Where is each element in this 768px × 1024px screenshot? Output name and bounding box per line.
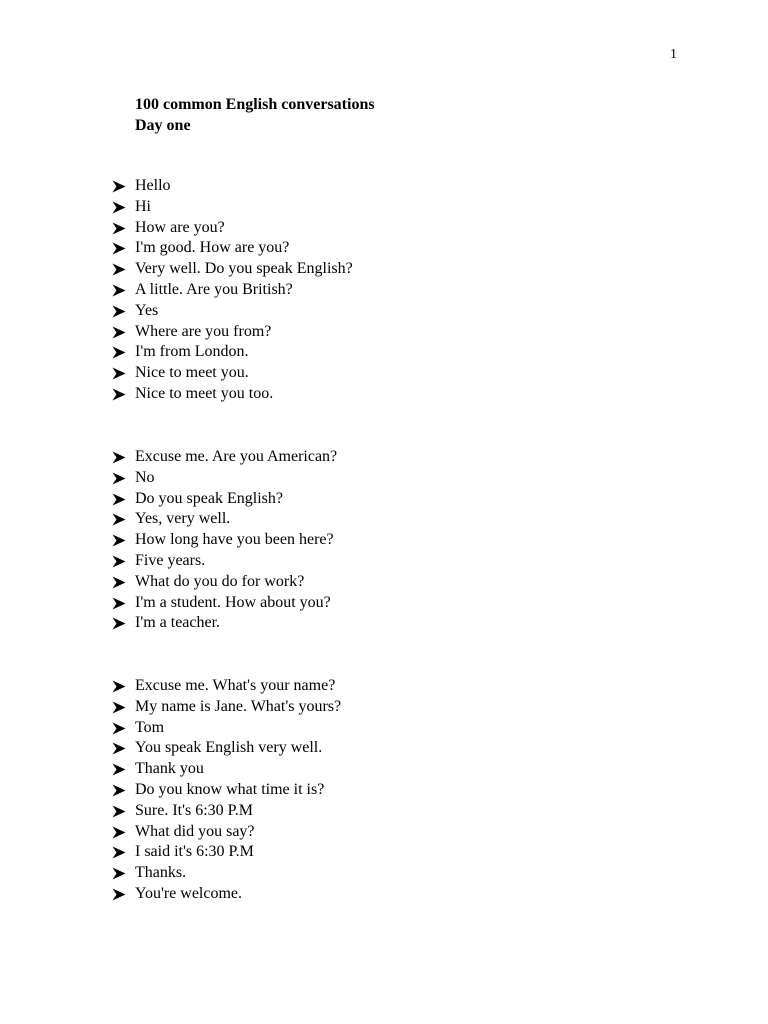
list-item-text: You're welcome. bbox=[135, 884, 243, 902]
list-item bbox=[111, 822, 341, 843]
list-item-text: I said it's 6:30 P.M bbox=[135, 843, 254, 861]
list-item-text: How are you? bbox=[135, 218, 225, 236]
list-item-text: Do you know what time it is? bbox=[135, 780, 325, 798]
list-item-text: Very well. Do you speak English? bbox=[135, 260, 353, 278]
arrowhead-bullet-icon bbox=[111, 884, 135, 905]
arrowhead-bullet-icon bbox=[111, 447, 135, 468]
arrowhead-bullet-icon bbox=[111, 530, 135, 551]
list-item-text: How long have you been here? bbox=[135, 531, 334, 549]
arrowhead-bullet-icon bbox=[111, 697, 135, 718]
list-item bbox=[111, 884, 341, 905]
list-item-text: Do you speak English? bbox=[135, 489, 283, 507]
arrowhead-bullet-icon bbox=[111, 780, 135, 801]
list-item-text: My name is Jane. What's yours? bbox=[135, 697, 342, 715]
conversation-list-2 bbox=[111, 447, 337, 634]
list-item bbox=[111, 613, 337, 634]
list-item bbox=[111, 384, 353, 405]
list-item-text: Yes, very well. bbox=[135, 510, 231, 528]
arrowhead-bullet-icon bbox=[111, 613, 135, 634]
arrowhead-bullet-icon bbox=[111, 863, 135, 884]
list-item bbox=[111, 197, 353, 218]
list-item bbox=[111, 468, 337, 489]
arrowhead-bullet-icon bbox=[111, 718, 135, 739]
list-item bbox=[111, 218, 353, 239]
list-item-text: Thanks. bbox=[135, 864, 187, 882]
list-item bbox=[111, 780, 341, 801]
arrowhead-bullet-icon bbox=[111, 197, 135, 218]
list-item-text: Tom bbox=[135, 718, 165, 736]
list-item bbox=[111, 718, 341, 739]
list-item bbox=[111, 863, 341, 884]
arrowhead-bullet-icon bbox=[111, 738, 135, 759]
arrowhead-bullet-icon bbox=[111, 259, 135, 280]
list-item-text: Five years. bbox=[135, 551, 206, 569]
title-line-2: Day one bbox=[135, 117, 191, 134]
list-item bbox=[111, 738, 341, 759]
document-title bbox=[135, 94, 375, 136]
list-item bbox=[111, 280, 353, 301]
list-item bbox=[111, 530, 337, 551]
list-item-text: Hello bbox=[135, 177, 171, 194]
arrowhead-bullet-icon bbox=[111, 822, 135, 843]
list-item-text: You speak English very well. bbox=[135, 739, 323, 757]
list-item bbox=[111, 676, 341, 697]
arrowhead-bullet-icon bbox=[111, 489, 135, 510]
list-item-text: What do you do for work? bbox=[135, 572, 305, 590]
list-item bbox=[111, 551, 337, 572]
arrowhead-bullet-icon bbox=[111, 759, 135, 780]
list-item-text: Excuse me. What's your name? bbox=[135, 677, 336, 694]
list-item bbox=[111, 363, 353, 384]
page-number: 1 bbox=[670, 47, 677, 62]
list-item bbox=[111, 593, 337, 614]
list-item-text: Nice to meet you. bbox=[135, 364, 249, 382]
list-item-text: Excuse me. Are you American? bbox=[135, 448, 338, 465]
list-item bbox=[111, 572, 337, 593]
list-item bbox=[111, 176, 353, 197]
arrowhead-bullet-icon bbox=[111, 322, 135, 343]
list-item-text: Where are you from? bbox=[135, 322, 272, 340]
list-item-text: What did you say? bbox=[135, 822, 255, 840]
title-line-1: 100 common English conversations bbox=[135, 96, 375, 113]
arrowhead-bullet-icon bbox=[111, 842, 135, 863]
arrowhead-bullet-icon bbox=[111, 509, 135, 530]
arrowhead-bullet-icon bbox=[111, 363, 135, 384]
list-item-text: Sure. It's 6:30 P.M bbox=[135, 801, 254, 819]
arrowhead-bullet-icon bbox=[111, 468, 135, 489]
list-item-text: I'm good. How are you? bbox=[135, 239, 290, 257]
arrowhead-bullet-icon bbox=[111, 801, 135, 822]
list-item bbox=[111, 447, 337, 468]
list-item bbox=[111, 342, 353, 363]
list-item bbox=[111, 489, 337, 510]
arrowhead-bullet-icon bbox=[111, 593, 135, 614]
arrowhead-bullet-icon bbox=[111, 301, 135, 322]
conversation-list-3 bbox=[111, 676, 341, 905]
list-item-text: No bbox=[135, 468, 155, 486]
arrowhead-bullet-icon bbox=[111, 218, 135, 239]
list-item-text: Yes bbox=[135, 301, 159, 319]
arrowhead-bullet-icon bbox=[111, 384, 135, 405]
list-item-text: I'm a teacher. bbox=[135, 614, 221, 632]
arrowhead-bullet-icon bbox=[111, 551, 135, 572]
conversation-list-1 bbox=[111, 176, 353, 405]
list-item-text: Hi bbox=[135, 197, 151, 215]
list-item-text: Thank you bbox=[135, 760, 204, 778]
list-item-text: A little. Are you British? bbox=[135, 280, 293, 298]
list-item bbox=[111, 238, 353, 259]
list-item bbox=[111, 842, 341, 863]
arrowhead-bullet-icon bbox=[111, 176, 135, 197]
arrowhead-bullet-icon bbox=[111, 238, 135, 259]
list-item bbox=[111, 509, 337, 530]
list-item bbox=[111, 759, 341, 780]
list-item bbox=[111, 301, 353, 322]
list-item bbox=[111, 322, 353, 343]
list-item-text: Nice to meet you too. bbox=[135, 384, 274, 402]
list-item bbox=[111, 259, 353, 280]
list-item-text: I'm a student. How about you? bbox=[135, 593, 331, 611]
arrowhead-bullet-icon bbox=[111, 342, 135, 363]
list-item bbox=[111, 697, 341, 718]
arrowhead-bullet-icon bbox=[111, 676, 135, 697]
arrowhead-bullet-icon bbox=[111, 572, 135, 593]
arrowhead-bullet-icon bbox=[111, 280, 135, 301]
list-item bbox=[111, 801, 341, 822]
list-item-text: I'm from London. bbox=[135, 343, 249, 361]
